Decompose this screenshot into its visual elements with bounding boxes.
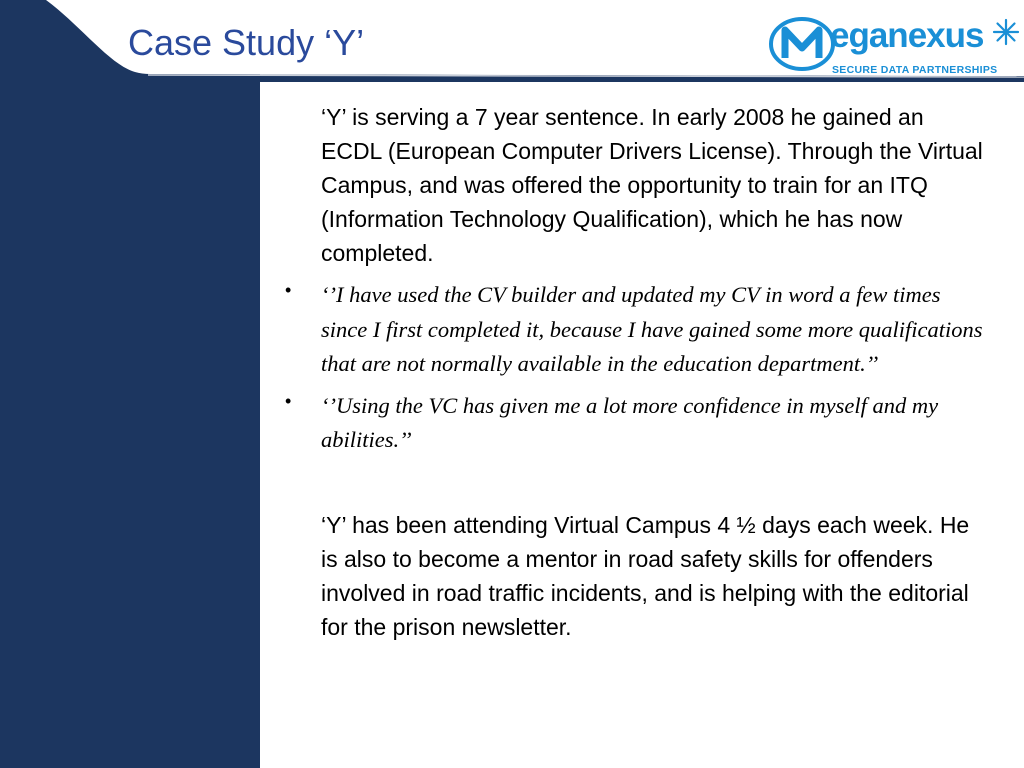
intro-paragraph: ‘Y’ is serving a 7 year sentence. In early 2008 he gained an ECDL (European Computer Drivers License). Through the Virtual Campus, and was offered the opportunity to train for an ITQ (Information Technology Qualification), which he has now completed. <box>321 104 983 266</box>
quote-item <box>280 389 990 458</box>
quote-text: ‘’I have used the CV builder and updated my CV in word a few times since I first completed it, because I have gained some more qualifications that are not normally available in the education department.’’ <box>321 282 983 376</box>
left-side-panel <box>0 0 260 768</box>
quote-list <box>280 278 990 458</box>
quote-text: ‘’Using the VC has given me a lot more confidence in myself and my abilities.’’ <box>321 392 939 452</box>
slide-body <box>280 100 990 644</box>
logo-tagline: SECURE DATA PARTNERSHIPS <box>832 64 998 76</box>
snowflake-icon <box>994 20 1018 44</box>
slide-title: Case Study ‘Y’ <box>128 22 365 63</box>
logo-wordmark: eganexus <box>830 16 984 55</box>
bullet-icon: • <box>285 280 292 300</box>
quote-item <box>280 278 990 382</box>
closing-paragraph: ‘Y’ has been attending Virtual Campus 4 ½ days each week. He is also to become a mentor in road safety skills for offenders involved in road traffic incidents, and is helping with the editorial for the prison newsletter. <box>321 511 970 640</box>
meganexus-logo <box>768 14 1020 80</box>
bullet-icon: • <box>285 390 292 411</box>
